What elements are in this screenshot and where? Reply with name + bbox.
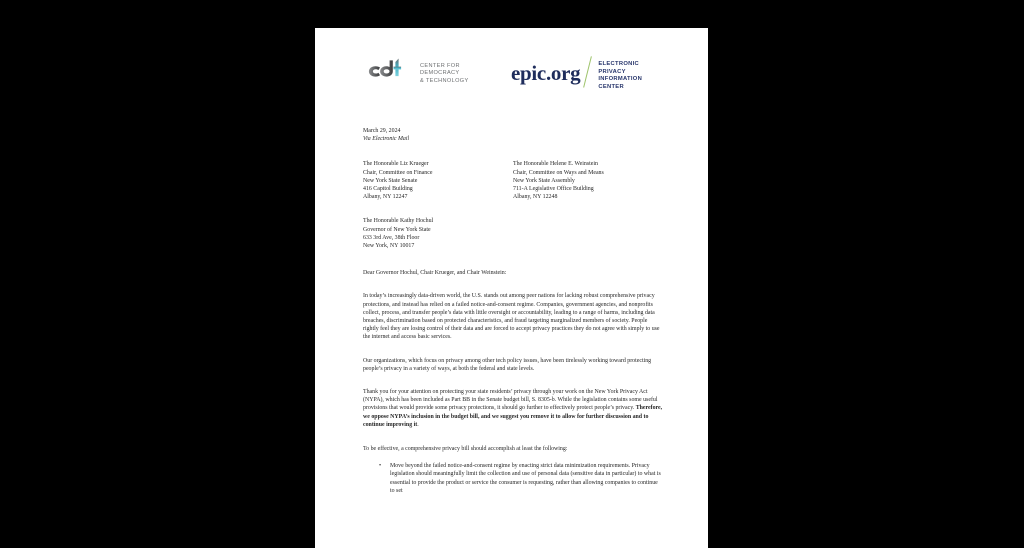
salutation: Dear Governor Hochul, Chair Krueger, and Chair Weinstein: — [363, 270, 507, 277]
epic-tagline — [598, 56, 642, 91]
epic-tagline-line-2: PRIVACY — [598, 68, 626, 75]
paragraph-3 — [363, 388, 663, 429]
letter-body — [363, 127, 663, 502]
paragraph-3-emphasis: Therefore, we oppose NYPA’s inclusion in the budget bill, and we suggest you remove it to allow for further discussion and to continue improving it — [363, 405, 663, 428]
recipient-block-hochul — [363, 217, 663, 250]
cdt-tagline-line-3: & TECHNOLOGY — [420, 77, 469, 84]
list-intro: To be effective, a comprehensive privacy bill should accomplish at least the following: — [363, 446, 568, 453]
address-line: New York State Assembly — [513, 177, 575, 184]
address-line: The Honorable Helene E. Weinstein — [513, 161, 598, 168]
epic-slash-divider-icon — [581, 56, 595, 88]
address-line: 711-A Legislative Office Building — [513, 186, 594, 193]
list-item: • Move beyond the failed notice-and-consent regime by enacting strict data minimization requirements. Privacy legislation should meaningfully limit the collection and use of personal data (sensitive data in particular) to what is essential to provide the product or service the consumer is requesting, rather than allowing companies to continue to set — [390, 462, 663, 495]
paragraph-3-text: Thank you for your attention on protecting your state residents’ privacy through your work on the New York Privacy Act (NYPA), which has been included as Part BB in the Senate budget bill, S. 8305-b. While the legislation contains some useful provisions that would provide some privacy protections, it should go further to effectively protect people’s privacy. — [363, 389, 658, 412]
document-page — [315, 28, 708, 548]
requirements-list — [363, 462, 663, 495]
address-line: The Honorable Liz Krueger — [363, 161, 429, 168]
epic-tagline-line-3: INFORMATION — [598, 76, 643, 83]
address-line: The Honorable Kathy Hochul — [363, 218, 434, 225]
recipient-row — [363, 160, 663, 201]
address-line: 416 Capitol Building — [363, 186, 413, 193]
recipient-block-krueger — [363, 160, 513, 201]
cdt-tagline-line-2: DEMOCRACY — [420, 70, 460, 77]
date-block — [363, 127, 663, 143]
epic-tagline-line-1: ELECTRONIC — [598, 61, 640, 67]
address-line: New York State Senate — [363, 177, 418, 184]
epic-wordmark: epic.org — [511, 61, 581, 85]
address-line: Chair, Committee on Finance — [363, 169, 433, 176]
delivery-note: Via Electronic Mail — [363, 136, 410, 143]
paragraph-3-tail: . — [417, 421, 419, 428]
address-line: New York, NY 10017 — [363, 243, 415, 250]
cdt-tagline — [420, 57, 469, 85]
address-line: Albany, NY 12247 — [363, 194, 408, 201]
paragraph-2: Our organizations, which focus on privacy among other tech policy issues, have been tirelessly working toward protecting people’s privacy in a variety of ways, at both the federal and state levels. — [363, 357, 652, 372]
cdt-tagline-line-1: CENTER FOR — [420, 63, 460, 70]
address-line: Chair, Committee on Ways and Means — [513, 169, 604, 176]
letterhead — [315, 52, 708, 102]
cdt-logo — [362, 56, 469, 86]
epic-logo — [511, 56, 642, 91]
address-line: Governor of New York State — [363, 226, 431, 233]
letter-date: March 29, 2024 — [363, 128, 401, 134]
recipient-block-weinstein — [513, 160, 663, 201]
epic-tagline-line-4: CENTER — [598, 83, 624, 90]
address-line: Albany, NY 12248 — [513, 194, 558, 201]
paragraph-1: In today’s increasingly data-driven world, the U.S. stands out among peer nations for lacking robust comprehensive privacy protections, and instead has relied on a failed notice-and-consent regime. Companies, government agencies, and nonprofits collect, process, and transfer people’s data with little oversight or accountability, leading to a range of harms, including data breaches, discrimination based on protected characteristics, and fraud targeting marginalized members of society. People rightly feel they are losing control of their data and are forced to accept privacy practices they do not agree with simply to use the internet and access basic services. — [363, 293, 660, 341]
address-line: 633 3rd Ave, 38th Floor — [363, 234, 420, 241]
cdt-wordmark-icon — [362, 56, 414, 86]
